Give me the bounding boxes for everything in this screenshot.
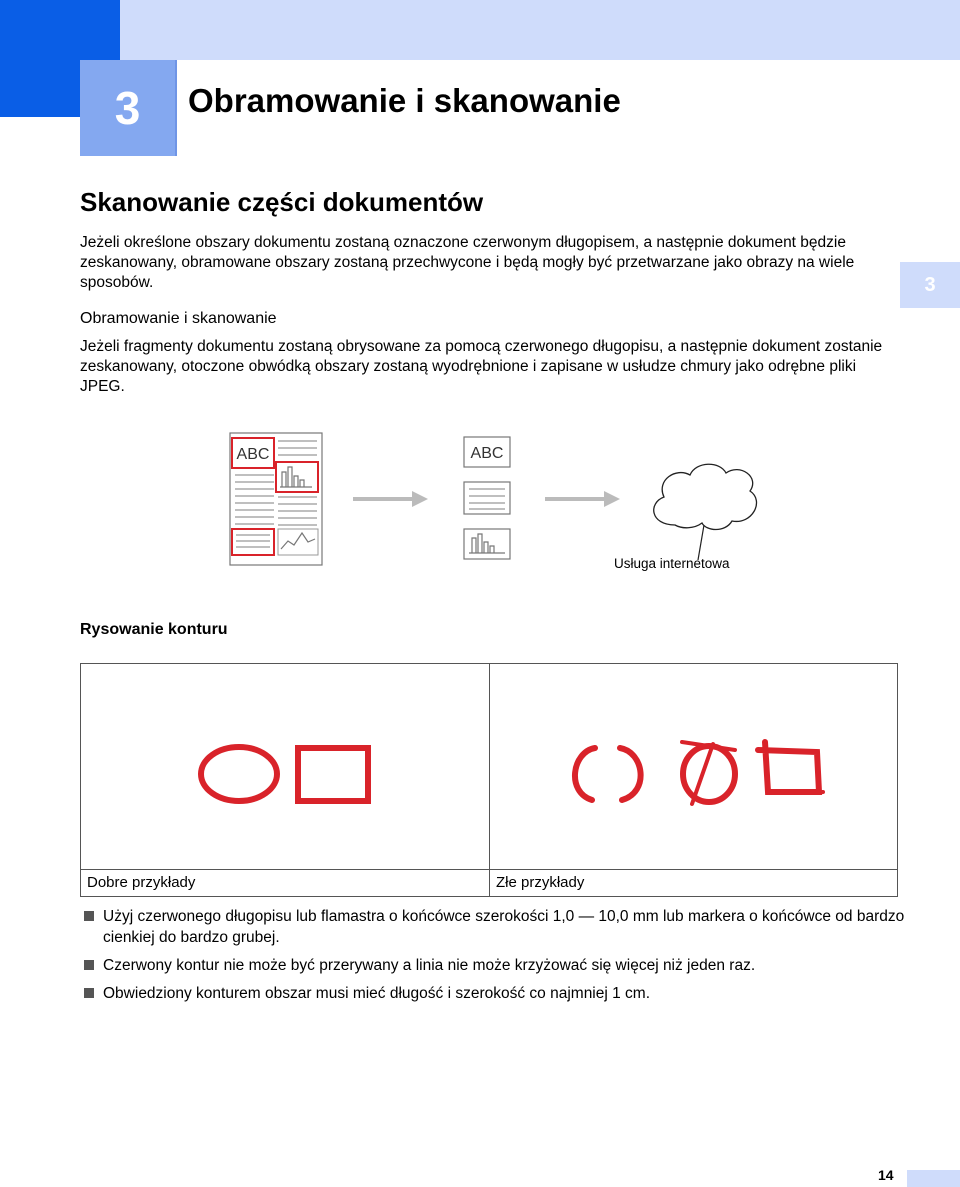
bad-examples-caption: Złe przykłady [490, 869, 897, 896]
subsection-body: Jeżeli fragmenty dokumentu zostaną obrysowane za pomocą czerwonego długopisu, a następnie dokument zostanie zeskanowany, otoczone obwódką obszary zostaną wyodrębnione i zapisane w usłudze chmury jako odrębne pliki JPEG. [80, 338, 883, 395]
chapter-title: Obramowanie i skanowanie [188, 82, 621, 119]
chapter-side-tab: 3 [900, 262, 960, 308]
list-item [84, 906, 914, 948]
bad-examples-drawing [490, 664, 896, 870]
drawing-outline-title: Rysowanie konturu [80, 621, 228, 638]
footer-band [907, 1170, 960, 1187]
good-examples-caption: Dobre przykłady [81, 869, 489, 896]
bullet-square-icon [84, 960, 94, 970]
doc-label: ABC [236, 446, 270, 463]
list-item [84, 955, 914, 976]
bullet-square-icon [84, 988, 94, 998]
good-examples-cell [81, 664, 490, 896]
cloud-icon [654, 464, 757, 529]
extracted-label: ABC [470, 445, 504, 462]
bullet-square-icon [84, 911, 94, 921]
list-item-text: Użyj czerwonego długopisu lub flamastra o końcówce szerokości 1,0 — 10,0 mm lub markera o końcówce od bardzo cienkiej do bardzo grubej. [103, 908, 905, 946]
cloud-service-caption: Usługa internetowa [614, 556, 730, 571]
page-number: 14 [878, 1167, 894, 1183]
section-intro: Jeżeli określone obszary dokumentu zostaną oznaczone czerwonym długopisem, a następnie dokument będzie zeskanowany, obramowane obszary zostaną przechwycone i będą mogły być przetwarzane jako obrazy na wiele sposobów. [80, 234, 855, 291]
bad-examples-cell [490, 664, 897, 896]
examples-table [80, 663, 898, 897]
section-title: Skanowanie części dokumentów [80, 187, 484, 217]
scan-process-illustration [220, 425, 760, 575]
chapter-number-badge: 3 [80, 60, 177, 156]
list-item-text: Obwiedziony konturem obszar musi mieć długość i szerokość co najmniej 1 cm. [103, 985, 651, 1002]
source-document-icon [230, 433, 322, 565]
good-examples-drawing [81, 664, 489, 870]
header-band-light [120, 0, 960, 60]
subsection-title: Obramowanie i skanowanie [80, 310, 277, 327]
list-item-text: Czerwony kontur nie może być przerywany a linia nie może krzyżować się więcej niż jeden raz. [103, 957, 756, 974]
list-item [84, 983, 914, 1004]
extracted-images-icon [464, 437, 510, 559]
